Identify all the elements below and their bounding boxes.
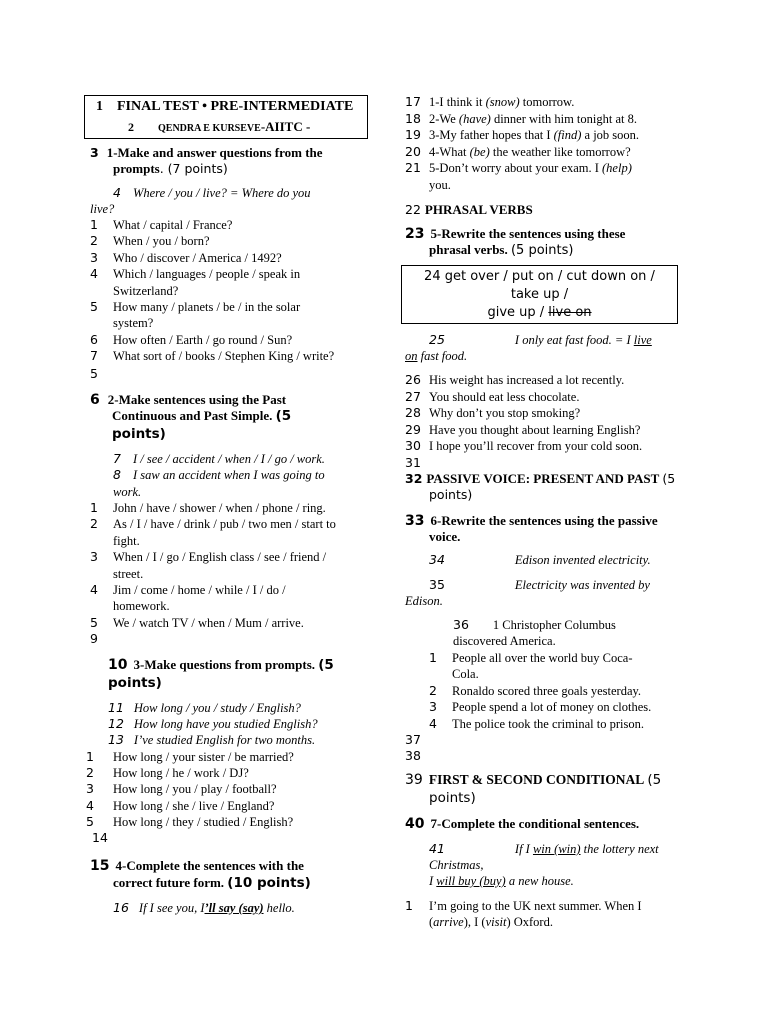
item-number: 5 (90, 614, 98, 630)
list-item (405, 438, 642, 454)
list-item (90, 566, 143, 582)
item-number: 1 (90, 217, 98, 232)
item-text: How long / he / work / DJ? (113, 766, 249, 781)
section-4-heading: 15 4-Complete the sentences with the (90, 858, 304, 874)
line-number: 5 (90, 366, 98, 381)
line-number: 38 (405, 748, 421, 763)
phrasal-verbs-line-1: 24 get over / put on / cut down on / (424, 269, 655, 284)
line-number: 29 (405, 421, 421, 437)
list-item (405, 144, 631, 160)
list-item (90, 598, 170, 614)
list-item (86, 781, 277, 797)
section-2-points: points) (112, 426, 166, 442)
section-6-question-1-line-2: discovered America. (453, 634, 556, 648)
item-text: Jim / come / home / while / I / do / (113, 583, 286, 597)
section-7-question-1-line-2: (arrive), I (visit) Oxford. (429, 915, 553, 929)
list-item (90, 332, 292, 348)
section-2-heading-line-2: Continuous and Past Simple. (5 (112, 408, 292, 424)
conditional-title: 39 FIRST & SECOND CONDITIONAL (5 (405, 772, 662, 788)
section-2-example-2-line-2: work. (113, 485, 142, 499)
item-number: 1 (429, 650, 437, 665)
item-text: How often / Earth / go round / Sun? (113, 332, 293, 347)
item-text: Who / discover / America / 1492? (113, 250, 282, 265)
item-text: When / you / born? (113, 234, 210, 249)
list-item (429, 683, 641, 699)
list-item (90, 217, 232, 233)
line-number: 19 (405, 127, 421, 143)
item-number: 4 (90, 266, 98, 282)
item-text: How long / she / live / England? (113, 798, 275, 813)
item-number: 5 (90, 299, 98, 314)
verb-prompt: (snow) (485, 95, 520, 109)
line-number: 21 (405, 160, 421, 176)
section-4-example: 16 If I see you, I’ll say (say) hello. (113, 900, 295, 915)
item-text: system? (113, 316, 154, 331)
list-item (90, 233, 210, 249)
list-item (429, 716, 644, 732)
section-6-heading: 33 6-Rewrite the sentences using the passive (405, 513, 658, 529)
item-text: I think it (439, 95, 486, 109)
section-1-example-line-2: live? (90, 202, 115, 216)
item-number: 3 (86, 781, 94, 797)
line-number: 28 (405, 405, 421, 421)
item-number: 3 (90, 549, 98, 565)
list-item (90, 315, 153, 331)
section-1-example: 4 Where / you / live? = Where do you (113, 185, 311, 200)
list-item (90, 348, 334, 364)
list-item (90, 283, 178, 299)
list-item (405, 160, 632, 176)
section-7-heading: 40 7-Complete the conditional sentences. (405, 816, 640, 832)
section-5-example: 25 I only eat fast food. = I live (429, 332, 652, 347)
item-text: His weight has increased a lot recently. (429, 373, 625, 387)
item-number: 2 (90, 516, 98, 532)
title-line-2: 2 QENDRA E KURSEVE-AIITC - (128, 119, 311, 134)
title-line-1: 1 FINAL TEST • PRE-INTERMEDIATE (96, 99, 354, 114)
item-number: 6 (90, 331, 98, 347)
list-item (405, 127, 639, 143)
list-item (405, 405, 580, 421)
item-number: 4- (429, 144, 440, 159)
item-text: People all over the world buy Coca- (452, 651, 633, 665)
item-text: How many / planets / be / in the solar (113, 300, 301, 314)
section-6-question-1: 36 1 Christopher Columbus (453, 617, 616, 632)
item-text: Switzerland? (113, 283, 179, 298)
section-7-question-1: 1 I’m going to the UK next summer. When I (405, 898, 642, 913)
section-6-heading-line-2: voice. (429, 529, 461, 544)
list-item (90, 299, 300, 315)
section-3-example-2: 12 How long have you studied English? (108, 716, 318, 731)
list-item (405, 422, 640, 438)
list-item (405, 94, 574, 110)
item-number: 2 (90, 233, 98, 249)
item-number: 4 (90, 582, 98, 597)
list-item (90, 266, 300, 282)
item-text: How long / they / studied / English? (113, 814, 294, 829)
list-item (86, 749, 294, 765)
list-item (86, 765, 249, 781)
item-number: 1- (429, 95, 440, 109)
item-number: 2 (429, 682, 437, 698)
section-6-example-2: 35 Electricity was invented by (429, 577, 650, 592)
section-3-example-3: 13 I’ve studied English for two months. (108, 732, 316, 747)
item-text: How long / you / play / football? (113, 782, 277, 797)
item-text: People spend a lot of money on clothes. (452, 700, 652, 715)
item-text: My father hopes that I (439, 128, 554, 143)
item-number: 3 (429, 699, 437, 715)
phrasal-verbs-box (401, 265, 678, 324)
section-1-heading-line-2: prompts. (7 points) (113, 161, 228, 176)
item-number: 1 (90, 500, 98, 515)
item-text: homework. (113, 599, 170, 614)
list-item (429, 666, 479, 682)
item-text: street. (113, 566, 144, 581)
section-6-example-2-line-2: Edison. (405, 594, 443, 608)
list-item (429, 699, 651, 715)
item-text: Cola. (452, 667, 479, 682)
section-1-heading: 3 1-Make and answer questions from the (90, 145, 323, 160)
line-number: 20 (405, 143, 421, 159)
section-3-points: points) (108, 675, 162, 691)
item-text: As / I / have / drink / pub / two men / start to (113, 517, 336, 532)
item-text: Ronaldo scored three goals yesterday. (452, 683, 642, 698)
item-text: the weather like tomorrow? (489, 144, 631, 159)
line-number: 27 (405, 388, 421, 404)
list-item (405, 372, 624, 388)
line-number: 31 (405, 455, 421, 470)
list-item (429, 650, 633, 666)
item-text: What / capital / France? (113, 218, 233, 232)
item-text: You should eat less chocolate. (429, 389, 580, 404)
item-number: 1 (86, 749, 94, 764)
passive-voice-title: 32 PASSIVE VOICE: PRESENT AND PAST (5 (405, 471, 676, 486)
item-text: Don’t worry about your exam. I (439, 161, 603, 176)
item-number: 5 (86, 813, 94, 829)
phrasal-verbs-line-2: take up / (510, 287, 569, 302)
item-number: 2 (86, 765, 94, 781)
item-number: 4 (86, 797, 94, 813)
section-5-example-line-2: on fast food. (405, 349, 468, 363)
section-7-example: 41 If I win (win) the lottery next (429, 841, 659, 856)
section-3-example-1: 11 How long / you / study / English? (108, 700, 301, 715)
line-number: 17 (405, 94, 421, 109)
section-7-example-line-3: I will buy (buy) a new house. (429, 874, 574, 888)
item-text: How long / your sister / be married? (113, 750, 294, 764)
item-number: 3- (429, 128, 440, 143)
list-item (90, 533, 140, 549)
item-text: What (439, 144, 470, 159)
section-7-example-line-2: Christmas, (429, 858, 484, 872)
item-text: Why don’t you stop smoking? (429, 406, 581, 421)
item-text: The police took the criminal to prison. (452, 716, 644, 731)
list-item (90, 615, 304, 631)
item-text: Which / languages / people / speak in (113, 267, 301, 282)
verb-prompt: (be) (469, 144, 490, 159)
item-number: 7 (90, 348, 98, 364)
list-item (86, 814, 293, 830)
item-number: 5- (429, 161, 440, 176)
list-item (90, 500, 326, 516)
line-number: 9 (90, 631, 98, 646)
verb-prompt: (find) (553, 128, 582, 143)
section-6-example-1: 34 Edison invented electricity. (429, 552, 651, 567)
line-number: 18 (405, 110, 421, 126)
phrasal-verbs-title: 22 PHRASAL VERBS (405, 202, 533, 217)
verb-prompt: (have) (458, 111, 491, 126)
section-5-heading: 23 5-Rewrite the sentences using these (405, 226, 626, 242)
list-item (405, 111, 637, 127)
item-number: 4 (429, 715, 437, 731)
list-item (405, 389, 579, 405)
item-text: fight. (113, 533, 140, 548)
section-2-heading: 6 2-Make sentences using the Past (90, 392, 287, 408)
phrasal-verbs-line-3: give up / live on (487, 305, 592, 320)
list-item (90, 516, 336, 532)
section-4-item-5-line-2: you. (429, 178, 451, 192)
line-number: 37 (405, 732, 421, 747)
item-text: What sort of / books / Stephen King / write? (113, 349, 335, 364)
item-text: We / watch TV / when / Mum / arrive. (113, 615, 304, 630)
item-text: We (439, 111, 459, 126)
line-number: 14 (92, 830, 108, 845)
item-text: dinner with him tonight at 8. (490, 111, 637, 126)
line-number: 30 (405, 438, 421, 454)
section-2-example-2: 8 I saw an accident when I was going to (113, 467, 325, 482)
verb-prompt: (help) (602, 161, 632, 176)
item-text: When / I / go / English class / see / friend / (113, 550, 327, 565)
section-2-example-1: 7 I / see / accident / when / I / go / work. (113, 451, 325, 466)
section-4-heading-line-2: correct future form. (10 points) (113, 875, 311, 891)
item-number: 3 (90, 249, 98, 265)
item-text: a job soon. (581, 128, 640, 143)
list-item (90, 250, 282, 266)
list-item (90, 549, 326, 565)
item-number: 2- (429, 111, 440, 126)
item-text: John / have / shower / when / phone / ring. (113, 501, 326, 515)
line-number: 26 (405, 372, 421, 387)
item-text: Have you thought about learning English? (429, 422, 641, 437)
item-text: tomorrow. (519, 95, 575, 109)
item-text: I hope you’ll recover from your cold soon. (429, 439, 643, 454)
list-item (90, 582, 286, 598)
section-5-heading-line-2: phrasal verbs. (5 points) (429, 242, 574, 258)
list-item (86, 798, 274, 814)
passive-voice-points: points) (429, 487, 473, 502)
conditional-points: points) (429, 790, 476, 806)
section-3-heading: 10 3-Make questions from prompts. (5 (108, 657, 334, 673)
